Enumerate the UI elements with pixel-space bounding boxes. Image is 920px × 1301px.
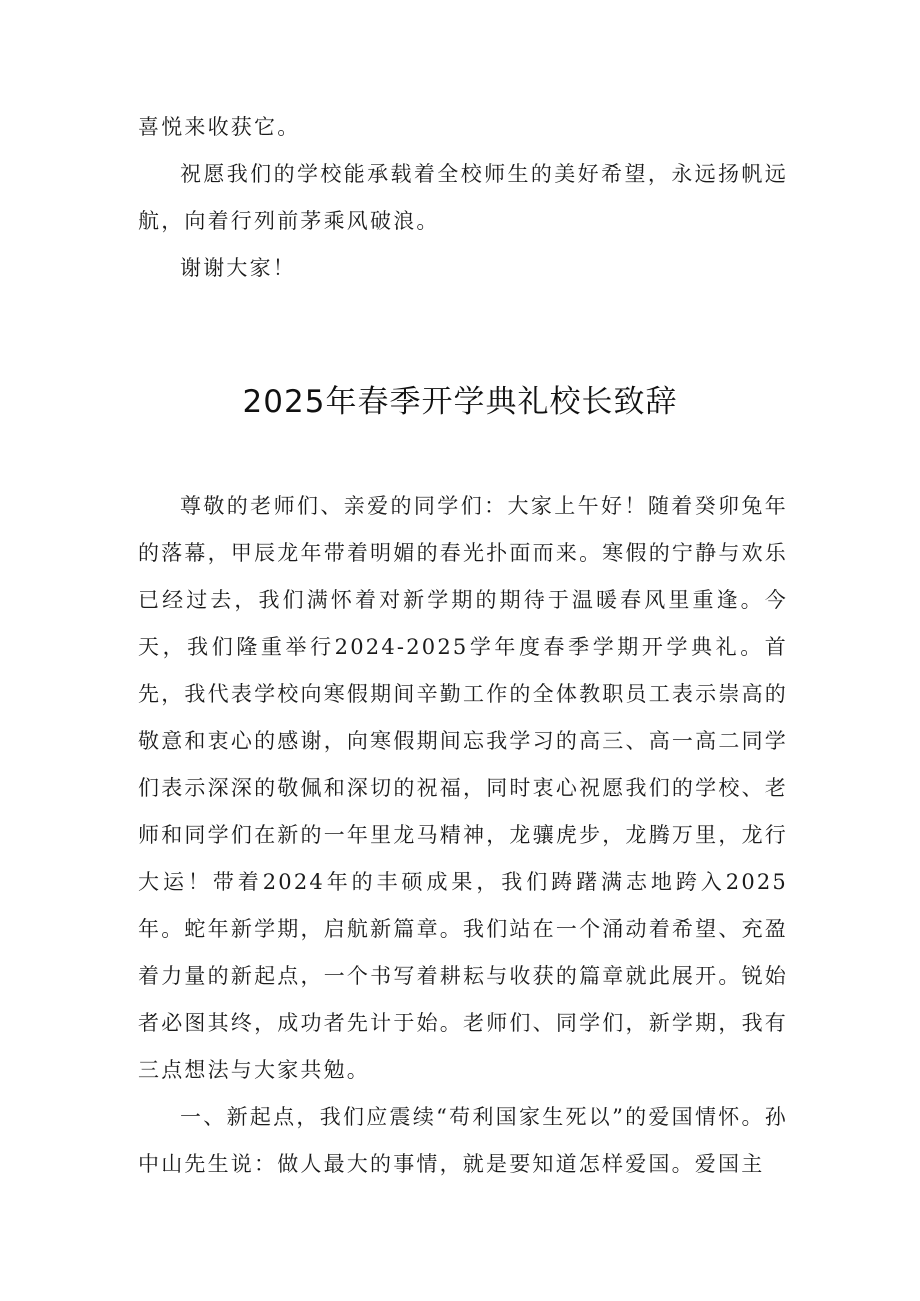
- previous-section: [138, 104, 788, 292]
- continuation-paragraph: 喜悦来收获它。: [138, 115, 301, 139]
- thanks-paragraph: 谢谢大家！: [180, 256, 296, 280]
- point-one-paragraph: 一、新起点，我们应震续“苟利国家生死以”的爱国情怀。孙中山先生说：做人最大的事情，就是要知道怎样爱国。爱国主: [138, 1105, 788, 1176]
- document-body: [138, 483, 788, 1188]
- wish-paragraph: 祝愿我们的学校能承载着全校师生的美好希望，永远扬帆远航，向着行列前茅乘风破浪。: [138, 162, 788, 233]
- document-title: 2025年春季开学典礼校长致辞: [242, 384, 678, 420]
- opening-paragraph: 尊敬的老师们、亲爱的同学们：大家上午好！随着癸卯兔年的落幕，甲辰龙年带着明媚的春光扑面而来。寒假的宁静与欢乐已经过去，我们满怀着对新学期的期待于温暖春风里重逢。今天，我们隆重举行2024-2025学年度春季学期开学典礼。首先，我代表学校向寒假期间辛勤工作的全体教职员工表示崇高的敬意和衷心的感谢，向寒假期间忘我学习的高三、高一高二同学们表示深深的敬佩和深切的祝福，同时衷心祝愿我们的学校、老师和同学们在新的一年里龙马精神，龙骧虎步，龙腾万里，龙行大运！带着2024年的丰硕成果，我们踌躇满志地跨入2025年。蛇年新学期，启航新篇章。我们站在一个涌动着希望、充盈着力量的新起点，一个书写着耕耘与收获的篇章就此展开。锐始者必图其终，成功者先计于始。老师们、同学们，新学期，我有三点想法与大家共勉。: [138, 494, 788, 1082]
